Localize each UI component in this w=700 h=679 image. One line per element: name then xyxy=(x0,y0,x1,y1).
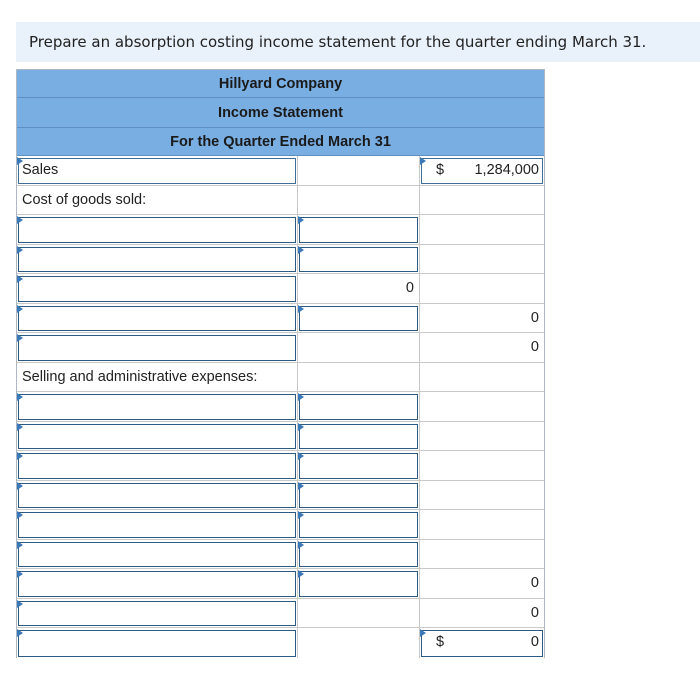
sales-row xyxy=(17,156,544,186)
dropdown-marker-icon xyxy=(298,216,304,224)
dropdown-marker-icon xyxy=(298,423,304,431)
dropdown-marker-icon xyxy=(17,393,23,401)
sga-input-row xyxy=(17,451,544,481)
dropdown-marker-icon xyxy=(17,600,23,608)
gross-margin-row xyxy=(17,333,544,363)
dropdown-marker-icon xyxy=(298,305,304,313)
sga-header-row xyxy=(17,363,544,393)
dropdown-marker-icon xyxy=(17,246,23,254)
sga-input-row xyxy=(17,422,544,452)
dropdown-marker-icon xyxy=(298,393,304,401)
statement-period: For the Quarter Ended March 31 xyxy=(17,128,544,156)
cogs-total-value: 0 xyxy=(530,309,539,326)
dropdown-marker-icon xyxy=(298,541,304,549)
sga-item-3-amount[interactable] xyxy=(298,451,420,480)
dropdown-marker-icon xyxy=(17,216,23,224)
sales-amount-cell xyxy=(298,156,420,185)
dropdown-marker-icon xyxy=(298,511,304,519)
sga-item-4-amount[interactable] xyxy=(298,481,420,510)
dropdown-marker-icon xyxy=(298,482,304,490)
dropdown-marker-icon xyxy=(17,570,23,578)
sga-item-7-label[interactable] xyxy=(17,569,298,598)
sga-item-3-label[interactable] xyxy=(17,451,298,480)
cogs-item-1-amount[interactable] xyxy=(298,215,420,244)
sales-label-cell[interactable] xyxy=(17,156,298,185)
sales-label: Sales xyxy=(22,162,59,178)
cogs-subtotal-row xyxy=(17,274,544,304)
cogs-total-cell xyxy=(420,304,544,333)
final-row xyxy=(17,628,544,658)
cogs-header-row xyxy=(17,186,544,216)
company-name: Hillyard Company xyxy=(17,70,544,98)
sga-item-4-label[interactable] xyxy=(17,481,298,510)
sga-input-row xyxy=(17,392,544,422)
dropdown-marker-icon xyxy=(17,452,23,460)
sga-input-row xyxy=(17,510,544,540)
income-statement-table xyxy=(16,69,545,658)
final-label[interactable] xyxy=(17,628,298,658)
dropdown-marker-icon xyxy=(17,275,23,283)
gross-margin-cell xyxy=(420,333,544,362)
sga-total-row xyxy=(17,569,544,599)
cogs-label: Cost of goods sold: xyxy=(22,191,147,208)
instruction-banner xyxy=(16,22,700,62)
dropdown-marker-icon xyxy=(17,334,23,342)
dropdown-marker-icon xyxy=(298,246,304,254)
currency-symbol: $ xyxy=(436,162,445,178)
sga-total-cell xyxy=(420,569,544,598)
sga-item-6-label[interactable] xyxy=(17,540,298,569)
dropdown-marker-icon xyxy=(17,482,23,490)
cogs-item-1-label[interactable] xyxy=(17,215,298,244)
dropdown-marker-icon xyxy=(17,305,23,313)
sales-total-value: 1,284,000 xyxy=(474,162,539,178)
cogs-subtotal-value: 0 xyxy=(405,280,414,296)
cogs-item-4-amount[interactable] xyxy=(298,304,420,333)
sga-input-row xyxy=(17,481,544,511)
instruction-text: Prepare an absorption costing income statement for the quarter ending March 31. xyxy=(29,33,647,51)
sga-input-row xyxy=(17,540,544,570)
sga-item-6-amount[interactable] xyxy=(298,540,420,569)
net-income-row xyxy=(17,599,544,629)
sga-item-1-label[interactable] xyxy=(17,392,298,421)
dropdown-marker-icon xyxy=(420,157,426,165)
sga-item-2-label[interactable] xyxy=(17,422,298,451)
cogs-item-4-label[interactable] xyxy=(17,304,298,333)
cogs-label-cell xyxy=(17,186,298,215)
cogs-input-row xyxy=(17,215,544,245)
sga-label-cell xyxy=(17,363,298,392)
sga-item-1-amount[interactable] xyxy=(298,392,420,421)
currency-symbol: $ xyxy=(436,634,445,650)
cogs-item-2-amount[interactable] xyxy=(298,245,420,274)
dropdown-marker-icon xyxy=(17,511,23,519)
gross-margin-value: 0 xyxy=(530,339,539,355)
sga-label: Selling and administrative expenses: xyxy=(22,368,258,385)
sga-item-5-amount[interactable] xyxy=(298,510,420,539)
dropdown-marker-icon xyxy=(298,452,304,460)
cogs-input-row xyxy=(17,304,544,334)
dropdown-marker-icon xyxy=(298,570,304,578)
sga-total-value: 0 xyxy=(530,575,539,591)
final-total-cell[interactable] xyxy=(420,628,544,658)
net-income-label[interactable] xyxy=(17,599,298,628)
cogs-subtotal-cell xyxy=(298,274,420,303)
dropdown-marker-icon xyxy=(17,541,23,549)
cogs-item-3-label[interactable] xyxy=(17,274,298,303)
net-income-cell xyxy=(420,599,544,628)
sales-total-cell[interactable] xyxy=(420,156,544,185)
dropdown-marker-icon xyxy=(17,423,23,431)
gross-margin-label[interactable] xyxy=(17,333,298,362)
final-total-value: 0 xyxy=(530,634,539,650)
cogs-item-2-label[interactable] xyxy=(17,245,298,274)
dropdown-marker-icon xyxy=(420,629,426,637)
cogs-input-row xyxy=(17,245,544,275)
bottom-edge xyxy=(0,672,700,679)
sga-item-7-amount[interactable] xyxy=(298,569,420,598)
net-income-value: 0 xyxy=(530,604,539,621)
sales-label-box[interactable] xyxy=(18,158,296,184)
sga-item-5-label[interactable] xyxy=(17,510,298,539)
statement-title: Income Statement xyxy=(17,98,544,128)
dropdown-marker-icon xyxy=(17,629,23,637)
sga-item-2-amount[interactable] xyxy=(298,422,420,451)
